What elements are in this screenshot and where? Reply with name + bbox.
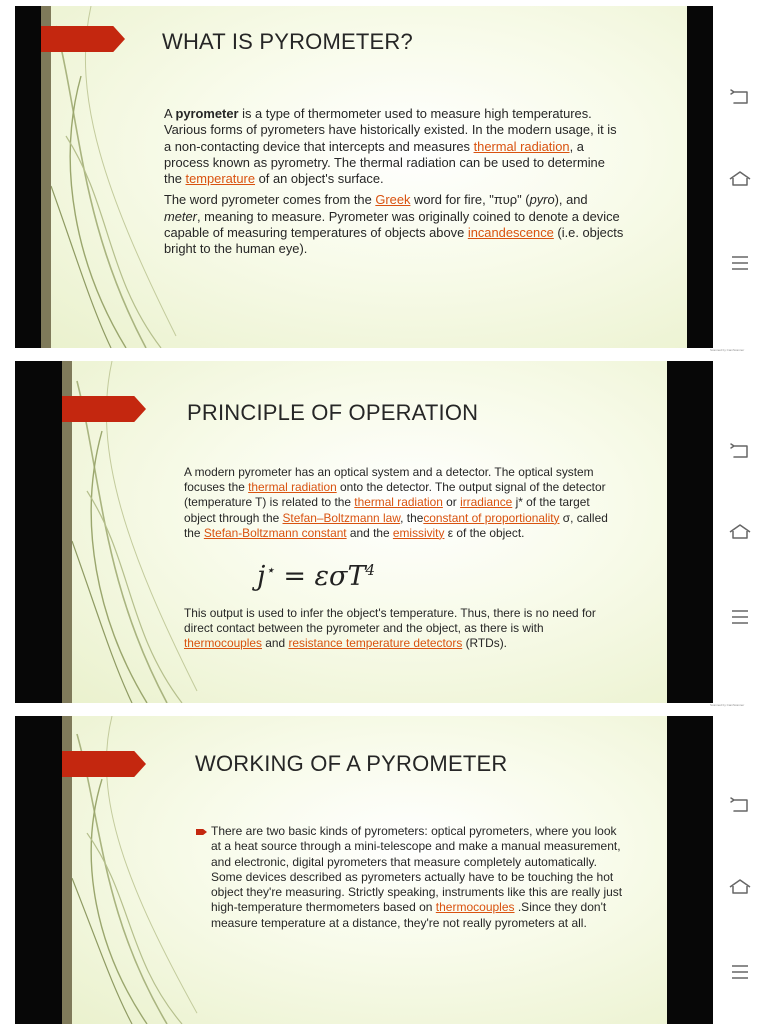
text: or [442, 495, 461, 510]
link-thermocouples[interactable]: thermocouples [435, 900, 515, 915]
text: σ, called the [184, 510, 608, 540]
paragraph [184, 606, 616, 652]
bullet-item [211, 824, 625, 931]
link-thermocouples[interactable]: thermocouples [184, 636, 262, 651]
text: j* of the target object through the [184, 495, 590, 525]
decorative-curves [51, 6, 181, 348]
text: word for fire, "πυρ" ( [410, 192, 530, 208]
slide-body [184, 606, 616, 652]
slide-3 [62, 716, 667, 1024]
slide-title: PRINCIPLE OF OPERATION [187, 400, 479, 425]
term-pyro: pyro [529, 192, 555, 208]
slide-screenshot-3 [0, 716, 768, 1024]
term-meter: meter [164, 208, 197, 224]
paragraph [184, 465, 616, 541]
home-icon[interactable] [727, 169, 753, 187]
text: (RTDs). [462, 636, 507, 651]
link-irradiance[interactable]: irradiance [460, 495, 513, 510]
text: (i.e. objects bright to the human eye). [164, 225, 624, 257]
nav-bar [713, 361, 768, 703]
text: of an object's surface. [255, 171, 384, 187]
right-frame [667, 361, 713, 703]
left-frame [15, 361, 62, 703]
menu-icon[interactable] [727, 608, 753, 626]
formula-power: 4 [365, 561, 376, 579]
menu-icon[interactable] [727, 963, 753, 981]
text: ε of the object. [444, 525, 525, 540]
text: This output is used to infer the object's temperature. Thus, there is no need for direct contact between the pyrometer and the object, as there is with [184, 606, 596, 636]
text: There are two basic kinds of pyrometers: optical pyrometers, where you look at a heat source through a mini-telescope and make a manual measurement, and electronic, digital pyrometers that measure completely automatically. Some devices described as pyrometers actually have to be touching the hot object they're measuring. Strictly speaking, instruments like this are really just high-temperature thermometers based on [211, 824, 623, 915]
slide-body [211, 824, 625, 931]
link-thermal-radiation[interactable]: thermal radiation [473, 138, 570, 154]
home-icon[interactable] [727, 522, 753, 540]
left-frame [15, 716, 62, 1024]
text: A modern pyrometer has an optical system and a detector. The optical system focuses the [184, 465, 594, 495]
back-icon[interactable] [727, 442, 753, 460]
link-incandescence[interactable]: incandescence [467, 225, 554, 241]
text: The word pyrometer comes from the [164, 192, 376, 208]
title-tag [62, 751, 146, 777]
link-stefan-boltzmann-law[interactable]: Stefan–Boltzmann law [282, 510, 401, 525]
slide-screenshot-2 [0, 361, 768, 703]
link-temperature[interactable]: temperature [185, 171, 256, 187]
link-constant-of-proportionality[interactable]: constant of proportionality [423, 510, 560, 525]
menu-icon[interactable] [727, 254, 753, 272]
home-icon[interactable] [727, 877, 753, 895]
text: and the [346, 525, 393, 540]
slide-1 [41, 6, 687, 348]
title-tag [62, 396, 146, 422]
footer-text: Scanned by CamScanner [710, 348, 745, 352]
link-stefan-boltzmann-constant[interactable]: Stefan-Boltzmann constant [203, 525, 347, 540]
right-frame [687, 6, 713, 348]
term-pyrometer: pyrometer [175, 106, 239, 121]
nav-bar [713, 716, 768, 1024]
text: A [164, 106, 176, 121]
back-icon[interactable] [727, 88, 753, 106]
stefan-boltzmann-formula [257, 561, 375, 592]
slide-screenshot-1 [0, 6, 768, 348]
slide-title: WHAT IS PYROMETER? [162, 29, 413, 54]
right-frame [667, 716, 713, 1024]
link-resistance-temperature-detectors[interactable]: resistance temperature detectors [288, 636, 463, 651]
slide-2 [62, 361, 667, 703]
link-thermal-radiation[interactable]: thermal radiation [248, 480, 337, 495]
formula-lhs: j [257, 561, 266, 592]
footer-text: Scanned by CamScanner [710, 703, 745, 707]
link-greek[interactable]: Greek [375, 192, 411, 208]
formula-rhs: = εσT [274, 561, 366, 592]
text: is a type of thermometer used to measure high temperatures. Various forms of pyrometers have historically existed. In the modern usage, it is a non-contacting device that intercepts and measures [164, 106, 617, 154]
link-thermal-radiation[interactable]: thermal radiation [354, 495, 443, 510]
paragraph [164, 192, 626, 257]
formula-star: ⋆ [265, 561, 275, 579]
bullet-icon [196, 829, 207, 835]
link-emissivity[interactable]: emissivity [392, 525, 445, 540]
slide-stripe [41, 6, 51, 348]
text: and [262, 636, 289, 651]
text: ), and [554, 192, 588, 208]
nav-bar [713, 6, 768, 348]
text: .Since they don't measure temperature at a distance, they're not really pyrometers at all. [211, 900, 607, 930]
text: , the [400, 510, 424, 525]
slide-body [164, 106, 626, 258]
back-icon[interactable] [727, 796, 753, 814]
slide-title: WORKING OF A PYROMETER [195, 751, 508, 776]
text: , a process known as pyrometry. The thermal radiation can be used to determine the [164, 138, 605, 187]
text: onto the detector. The output signal of the detector (temperature T) is related to the [184, 480, 606, 510]
title-tag [41, 26, 125, 52]
slide-body [184, 465, 616, 541]
text: , meaning to measure. Pyrometer was originally coined to denote a device capable of measuring temperatures of objects above [164, 208, 620, 241]
left-frame [15, 6, 41, 348]
paragraph [164, 106, 626, 187]
